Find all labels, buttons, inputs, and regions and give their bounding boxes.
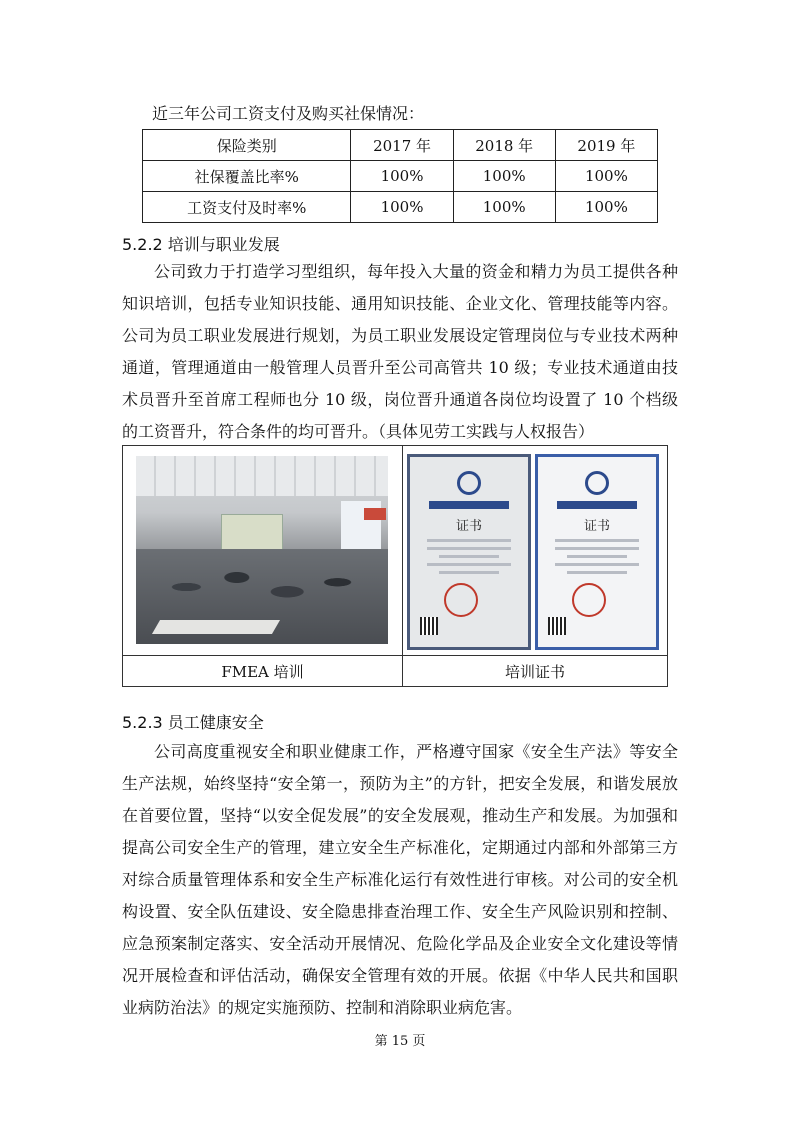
certificate-image [407, 454, 531, 650]
table-cell: 100% [351, 161, 453, 192]
certificate-title: 证书 [583, 519, 610, 534]
insurance-table [142, 129, 658, 223]
seal-icon [444, 583, 478, 617]
caption-training-certificate: 培训证书 [504, 663, 565, 681]
table-header-cell: 2018 年 [453, 130, 555, 161]
table-cell: 工资支付及时率% [143, 192, 351, 223]
table-cell: 100% [453, 192, 555, 223]
qr-code-icon [420, 617, 438, 635]
section-heading-training: 5.2.2 培训与职业发展 [122, 235, 280, 254]
safety-paragraph: 公司高度重视安全和职业健康工作，严格遵守国家《安全生产法》等安全生产法规，始终坚持“安全第一，预防为主”的方针，把安全发展，和谐发展放在首要位置，坚持“以安全促发展”的安全发展观，推动生产和发展。为加强和提高公司安全生产的管理，建立安全生产标准化，定期通过内部和外部第三方对综合质量管理体系和安全生产标准化运行有效性进行审核。对公司的安全机构设置、安全队伍建设、安全隐患排查治理工作、安全生产风险识别和控制、应急预案制定落实、安全活动开展情况、危险化学品及企业安全文化建设等情况开展检查和评估活动，确保安全管理有效的开展。依据《中华人民共和国职业病防治法》的规定实施预防、控制和消除职业病危害。 [122, 742, 678, 1017]
certificate-title: 证书 [455, 519, 482, 534]
qr-code-icon [548, 617, 566, 635]
training-photo [136, 456, 388, 644]
table-row [143, 192, 658, 223]
certificate-image [535, 454, 659, 650]
table-cell: 100% [555, 192, 657, 223]
certificate-logo-icon [457, 471, 481, 495]
table-cell: 100% [351, 192, 453, 223]
certificate-logo-icon [585, 471, 609, 495]
table-cell: 100% [555, 161, 657, 192]
figure-table [122, 445, 668, 687]
table-cell: 100% [453, 161, 555, 192]
table-header-cell: 保险类别 [143, 130, 351, 161]
table-row [143, 161, 658, 192]
table-header-cell: 2017 年 [351, 130, 453, 161]
table-header-cell: 2019 年 [555, 130, 657, 161]
table-cell: 社保覆盖比率% [143, 161, 351, 192]
page-number: 第 15 页 [374, 1034, 426, 1049]
section-heading-safety: 5.2.3 员工健康安全 [122, 713, 264, 732]
intro-text: 近三年公司工资支付及购买社保情况： [152, 104, 425, 123]
caption-fmea-training: FMEA 培训 [221, 663, 304, 681]
training-paragraph: 公司致力于打造学习型组织，每年投入大量的资金和精力为员工提供各种知识培训，包括专业知识技能、通用知识技能、企业文化、管理技能等内容。公司为员工职业发展进行规划，为员工职业发展设定管理岗位与专业技术两种通道，管理通道由一般管理人员晋升至公司高管共 10 级；专业技术通道由技术员晋升至首席工程师也分 10 级，岗位晋升通道各岗位均设置了 10 个档级的工资晋升，符合条件的均可晋升。（具体见劳工实践与人权报告） [122, 262, 678, 441]
seal-icon [572, 583, 606, 617]
table-header-row [143, 130, 658, 161]
